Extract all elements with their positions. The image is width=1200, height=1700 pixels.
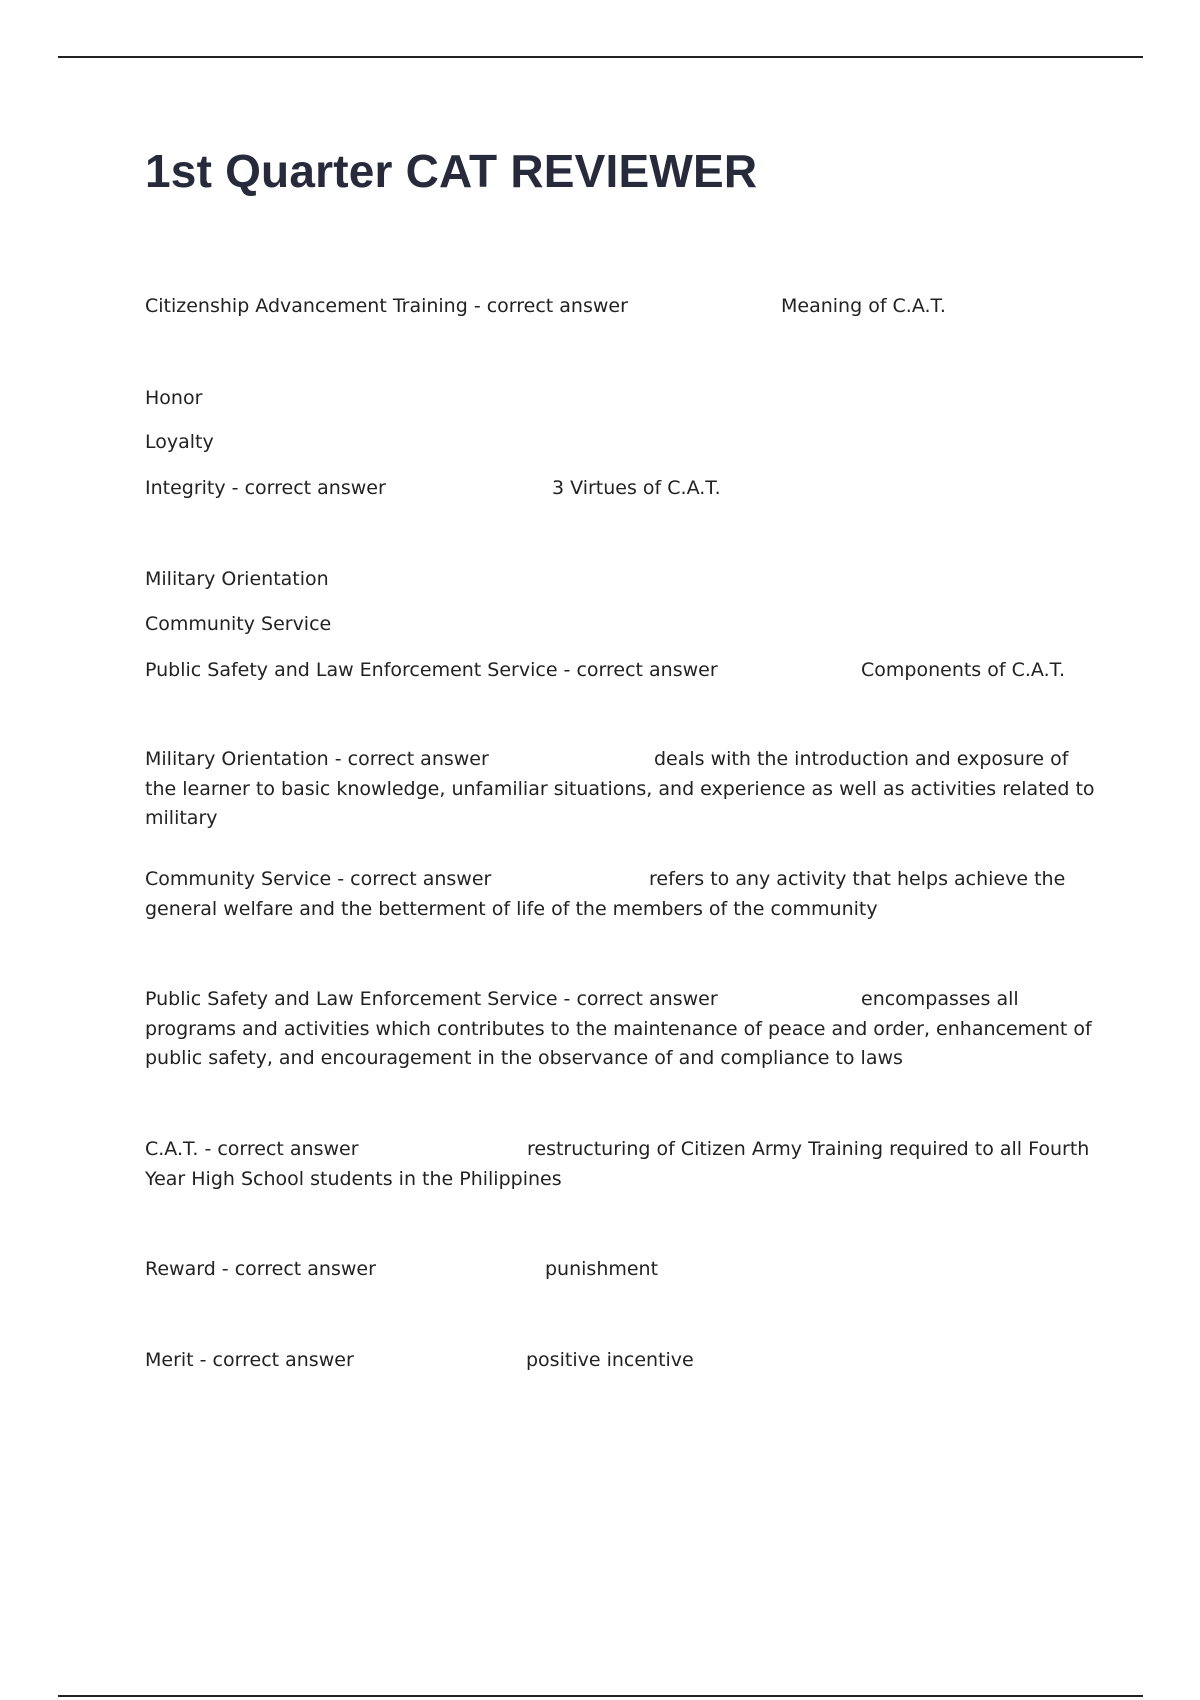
card-answer: Public Safety and Law Enforcement Service - correct answer [145,988,718,1010]
flashcard-line [145,655,1065,685]
card-answer: Public Safety and Law Enforcement Service - correct answer [145,659,718,681]
card-definition: deals with the introduction and exposure of the learner to basic knowledge, unfamiliar situations, and experience as well as activities related to military [145,748,1095,829]
card-definition: 3 Virtues of C.A.T. [552,477,721,499]
card-definition: refers to any activity that helps achieve the general welfare and the betterment of life of the members of the community [145,868,1066,920]
card-answer: Citizenship Advancement Training - correct answer [145,295,628,317]
flashcard-paragraph [145,1135,1095,1194]
card-definition: Components of C.A.T. [861,659,1065,681]
card-definition: restructuring of Citizen Army Training required to all Fourth Year High School students in the Philippines [145,1138,1090,1190]
card-definition: positive incentive [526,1349,694,1371]
card-answer: Military Orientation - correct answer [145,748,489,770]
card-answer: Merit - correct answer [145,1349,354,1371]
page-title: 1st Quarter CAT REVIEWER [145,145,758,197]
card-answer: Reward - correct answer [145,1258,376,1280]
card-answer: Integrity - correct answer [145,477,386,499]
card-answer-line: Military Orientation [145,568,329,590]
card-answer: C.A.T. - correct answer [145,1138,359,1160]
flashcard-line [145,473,721,503]
card-answer-line: Loyalty [145,431,214,453]
flashcard-paragraph [145,985,1095,1074]
card-answer: Community Service - correct answer [145,868,492,890]
card-definition: encompasses all programs and activities which contributes to the maintenance of peace and order, enhancement of public safety, and encouragement in the observance of and compliance to laws [145,988,1092,1069]
card-answer-line: Honor [145,387,203,409]
top-rule [58,56,1143,58]
card-definition: Meaning of C.A.T. [781,295,946,317]
flashcard-line [145,291,946,321]
flashcard-line [145,1345,694,1375]
flashcard-line [145,1254,658,1284]
card-definition: punishment [545,1258,659,1280]
bottom-rule [58,1695,1143,1697]
flashcard-paragraph [145,745,1095,834]
flashcard-paragraph [145,865,1095,924]
card-answer-line: Community Service [145,613,332,635]
